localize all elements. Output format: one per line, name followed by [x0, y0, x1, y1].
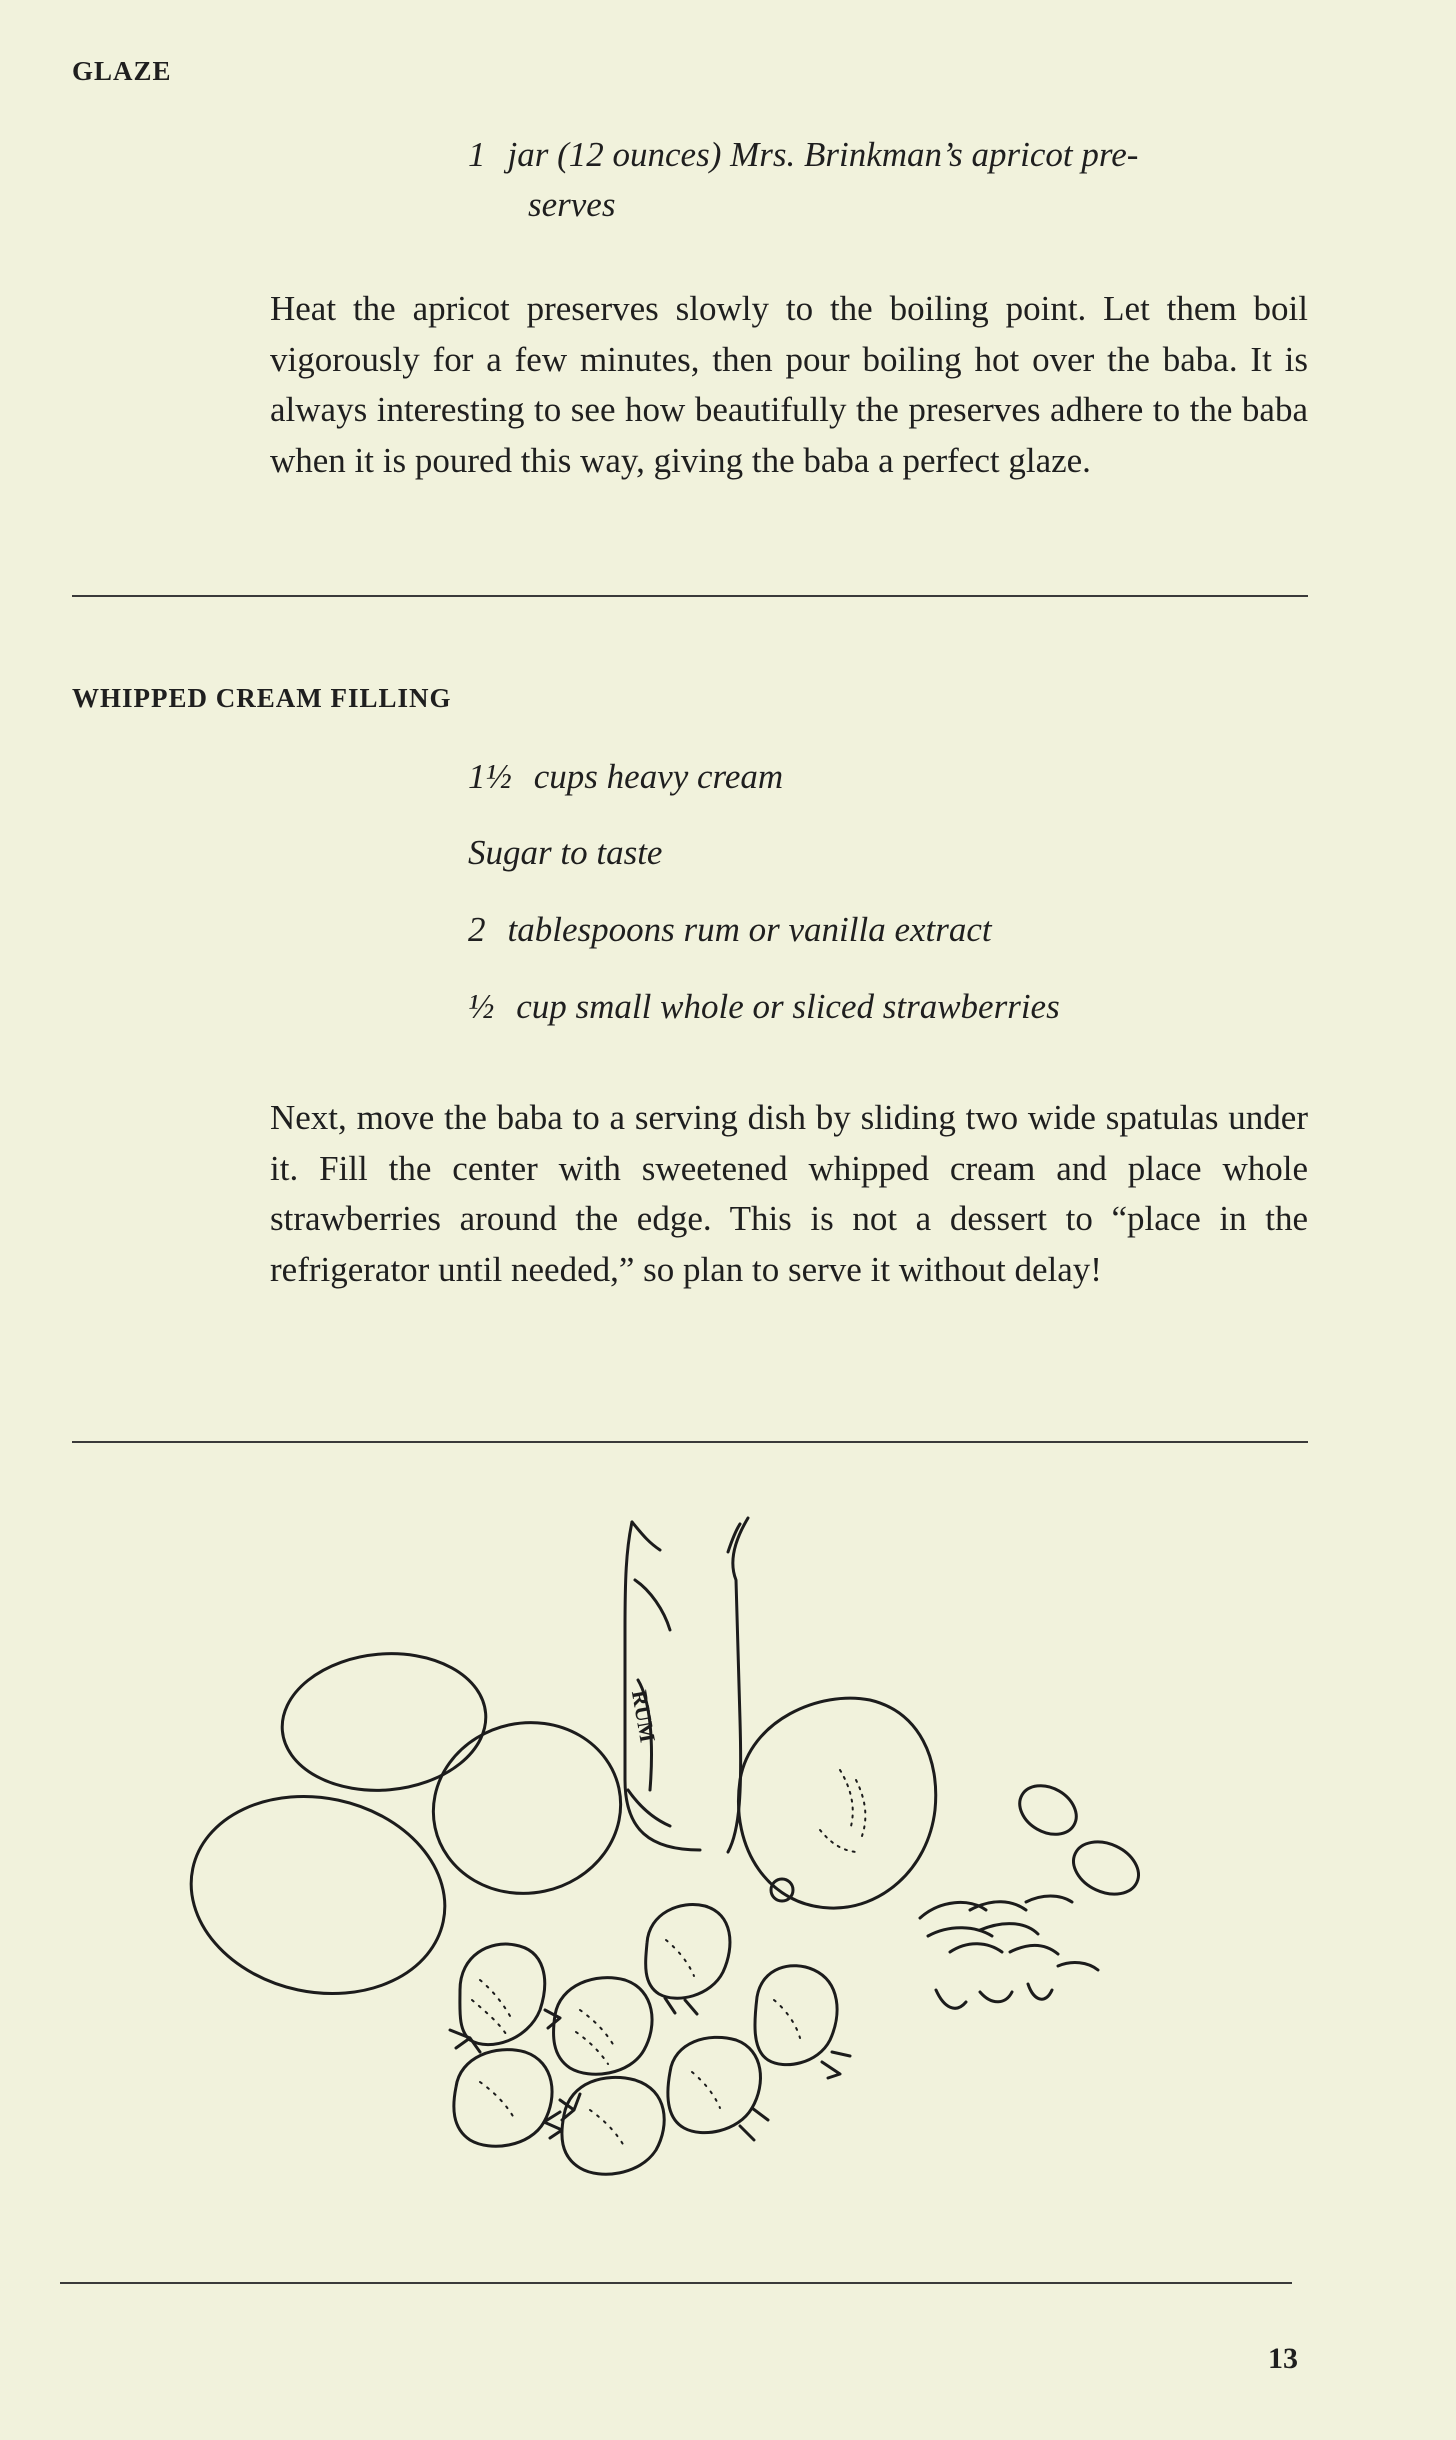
glaze-ingredient — [468, 130, 1318, 180]
filling-ingredient — [468, 905, 992, 955]
ingredient-text: Sugar to taste — [468, 833, 663, 872]
ingredient-text: tablespoons rum or vanilla extract — [507, 910, 992, 949]
ingredient-text-line1: jar (12 ounces) Mrs. Brinkman’s apricot pre- — [507, 135, 1139, 174]
filling-ingredient — [468, 828, 662, 878]
page-number: 13 — [1268, 2342, 1298, 2375]
eggs-drawing — [180, 1645, 637, 2016]
glaze-heading: GLAZE — [72, 56, 172, 86]
strawberries-drawing — [450, 1905, 850, 2175]
filling-heading: WHIPPED CREAM FILLING — [72, 683, 452, 713]
bottle-label: RUM — [626, 1688, 661, 1745]
ingredient-text: cup small whole or sliced strawberries — [516, 987, 1060, 1026]
lemon-drawing — [738, 1698, 935, 1908]
section-divider — [60, 2282, 1292, 2284]
rum-bottle-drawing — [625, 1518, 748, 1852]
still-life-illustration — [180, 1490, 1220, 2190]
ingredient-quantity: 1 — [468, 135, 486, 174]
filling-instructions: Next, move the baba to a serving dish by sliding two wide spatulas under it. Fill the center with sweetened whipped cream and place whole strawberries around the edge. This is not a dessert to “place in the refrigerator until needed,” so plan to serve it without delay! — [270, 1098, 1308, 1289]
section-divider — [72, 1441, 1308, 1443]
ingredient-quantity: 2 — [468, 910, 486, 949]
filling-ingredient — [468, 752, 783, 802]
glaze-instructions: Heat the apricot preserves slowly to the boiling point. Let them boil vigorously for a few minutes, then pour boiling hot over the baba. It is always interesting to see how beautifully the preserves adhere to the baba when it is poured this way, giving the baba a perfect glaze. — [270, 289, 1308, 480]
section-divider — [72, 595, 1308, 597]
glaze-ingredient-continuation: serves — [528, 185, 616, 224]
ingredient-text: cups heavy cream — [533, 757, 784, 796]
ingredient-quantity: 1½ — [468, 757, 512, 796]
ingredient-quantity: ½ — [468, 987, 495, 1026]
almonds-drawing — [920, 1776, 1147, 2008]
filling-ingredient — [468, 982, 1060, 1032]
